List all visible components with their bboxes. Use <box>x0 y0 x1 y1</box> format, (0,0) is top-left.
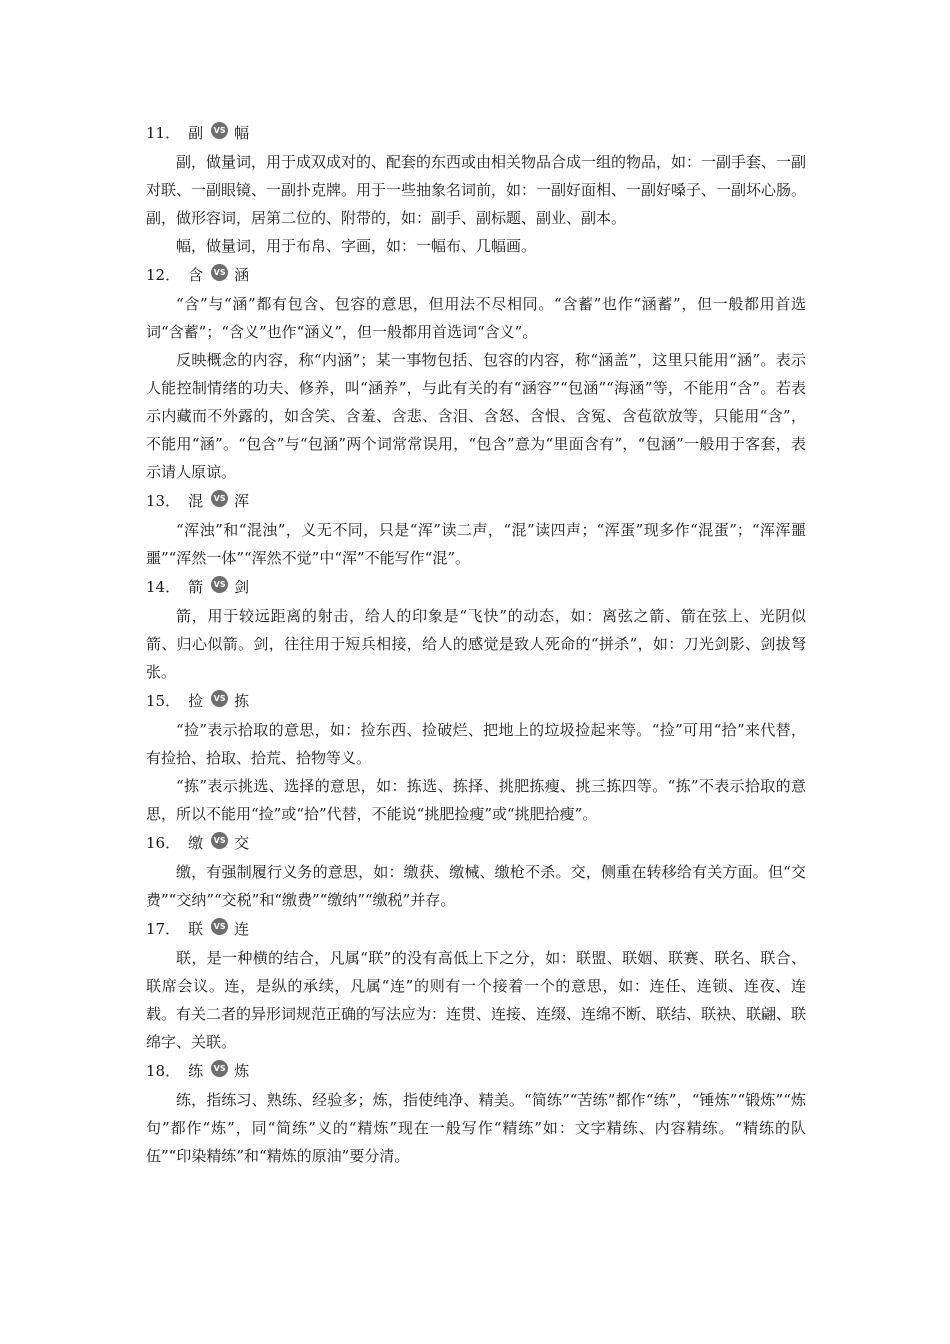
word-a: 副 <box>188 124 204 142</box>
entry-heading <box>146 828 806 858</box>
word-a: 联 <box>188 920 204 938</box>
vs-icon: VS <box>211 918 228 935</box>
entry-block <box>146 828 806 914</box>
entry-block <box>146 486 806 572</box>
entry-number: 11． <box>146 124 181 142</box>
word-b: 炼 <box>234 1062 250 1080</box>
word-a: 混 <box>188 492 204 510</box>
entry-block <box>146 572 806 686</box>
entry-heading <box>146 572 806 602</box>
entry-heading <box>146 914 806 944</box>
entry-heading <box>146 486 806 516</box>
entry-heading <box>146 686 806 716</box>
word-a: 捡 <box>188 692 204 710</box>
entry-number: 14． <box>146 578 181 596</box>
entry-heading <box>146 260 806 290</box>
entry-paragraph: “浑浊”和“混浊”，义无不同，只是“浑”读二声，“混”读四声；“浑蛋”现多作“混蛋”；“浑浑噩噩”“浑然一体”“浑然不觉”中“浑”不能写作“混”。 <box>146 521 806 567</box>
entry-block <box>146 686 806 828</box>
vs-icon: VS <box>211 490 228 507</box>
word-b: 浑 <box>234 492 250 510</box>
vs-icon: VS <box>211 576 228 593</box>
entry-number: 16． <box>146 834 181 852</box>
entry-paragraph: “拣”表示挑选、选择的意思，如：拣选、拣择、挑肥拣瘦、挑三拣四等。“拣”不表示拾取的意思，所以不能用“捡”或“拾”代替，不能说“挑肥捡瘦”或“挑肥拾瘦”。 <box>146 777 806 823</box>
entry-paragraph: 练，指练习、熟练、经验多；炼，指使纯净、精美。“简练”“苦练”都作“练”，“锤炼”“锻炼”“炼句”都作“炼”，同“简练”义的“精炼”现在一般写作“精练”如：文字精练、内容精练。“精练的队伍”“印染精练”和“精炼的原油”要分清。 <box>146 1091 806 1165</box>
word-b: 剑 <box>234 578 250 596</box>
entry-paragraph: 箭，用于较远距离的射击，给人的印象是“飞快”的动态，如：离弦之箭、箭在弦上、光阴似箭、归心似箭。剑，往往用于短兵相接，给人的感觉是致人死命的“拼杀”，如：刀光剑影、剑拔弩张。 <box>146 607 806 681</box>
entry-number: 18． <box>146 1062 181 1080</box>
entry-number: 15． <box>146 692 181 710</box>
vs-icon: VS <box>211 832 228 849</box>
entry-paragraph: 副，做量词，用于成双成对的、配套的东西或由相关物品合成一组的物品，如：一副手套、一副对联、一副眼镜、一副扑克牌。用于一些抽象名词前，如：一副好面相、一副好嗓子、一副坏心肠。副，做形容词，居第二位的、附带的，如：副手、副标题、副业、副本。 <box>146 153 807 227</box>
word-comparison-list <box>146 118 806 1170</box>
entry-paragraph: “捡”表示拾取的意思，如：捡东西、捡破烂、把地上的垃圾捡起来等。“捡”可用“拾”来代替，有捡拾、拾取、拾荒、拾物等义。 <box>146 721 806 767</box>
word-a: 箭 <box>188 578 204 596</box>
entry-paragraph: 反映概念的内容，称“内涵”；某一事物包括、包容的内容，称“涵盖”，这里只能用“涵”。表示人能控制情绪的功夫、修养，叫“涵养”，与此有关的有“涵容”“包涵”“海涵”等，不能用“含”。若表示内藏而不外露的，如含笑、含羞、含悲、含泪、含怒、含恨、含冤、含苞欲放等，只能用“含”，不能用“涵”。“包含”与“包涵”两个词常常误用，“包含”意为“里面含有”，“包涵”一般用于客套，表示请人原谅。 <box>146 351 806 481</box>
vs-icon: VS <box>211 264 228 281</box>
vs-icon: VS <box>211 690 228 707</box>
word-b: 拣 <box>234 692 250 710</box>
entry-number: 13． <box>146 492 181 510</box>
entry-block <box>146 914 806 1056</box>
word-b: 幅 <box>234 124 250 142</box>
entry-number: 17． <box>146 920 181 938</box>
word-b: 涵 <box>234 266 250 284</box>
entry-paragraph: 幅，做量词，用于布帛、字画，如：一幅布、几幅画。 <box>176 237 537 255</box>
vs-icon: VS <box>211 1060 228 1077</box>
entry-paragraph: 联，是一种横的结合，凡属“联”的没有高低上下之分，如：联盟、联姻、联赛、联名、联合、联席会议。连，是纵的承续，凡属“连”的则有一个接着一个的意思，如：连任、连锁、连夜、连载。有关二者的异形词规范正确的写法应为：连贯、连接、连缀、连绵不断、联结、联袂、联翩、联绵字、关联。 <box>146 949 807 1051</box>
word-a: 含 <box>188 266 204 284</box>
entry-paragraph: “含”与“涵”都有包含、包容的意思，但用法不尽相同。“含蓄”也作“涵蓄”，但一般都用首选词“含蓄”；“含义”也作“涵义”，但一般都用首选词“含义”。 <box>146 295 806 341</box>
word-b: 连 <box>234 920 250 938</box>
entry-heading <box>146 118 806 148</box>
entry-heading <box>146 1056 806 1086</box>
word-b: 交 <box>234 834 250 852</box>
entry-paragraph: 缴，有强制履行义务的意思，如：缴获、缴械、缴枪不杀。交，侧重在转移给有关方面。但“交费”“交纳”“交税”和“缴费”“缴纳”“缴税”并存。 <box>146 863 806 909</box>
entry-block <box>146 1056 806 1170</box>
word-a: 缴 <box>188 834 204 852</box>
vs-icon: VS <box>211 122 228 139</box>
entry-block <box>146 260 806 486</box>
entry-number: 12． <box>146 266 181 284</box>
entry-block <box>146 118 806 260</box>
word-a: 练 <box>188 1062 204 1080</box>
